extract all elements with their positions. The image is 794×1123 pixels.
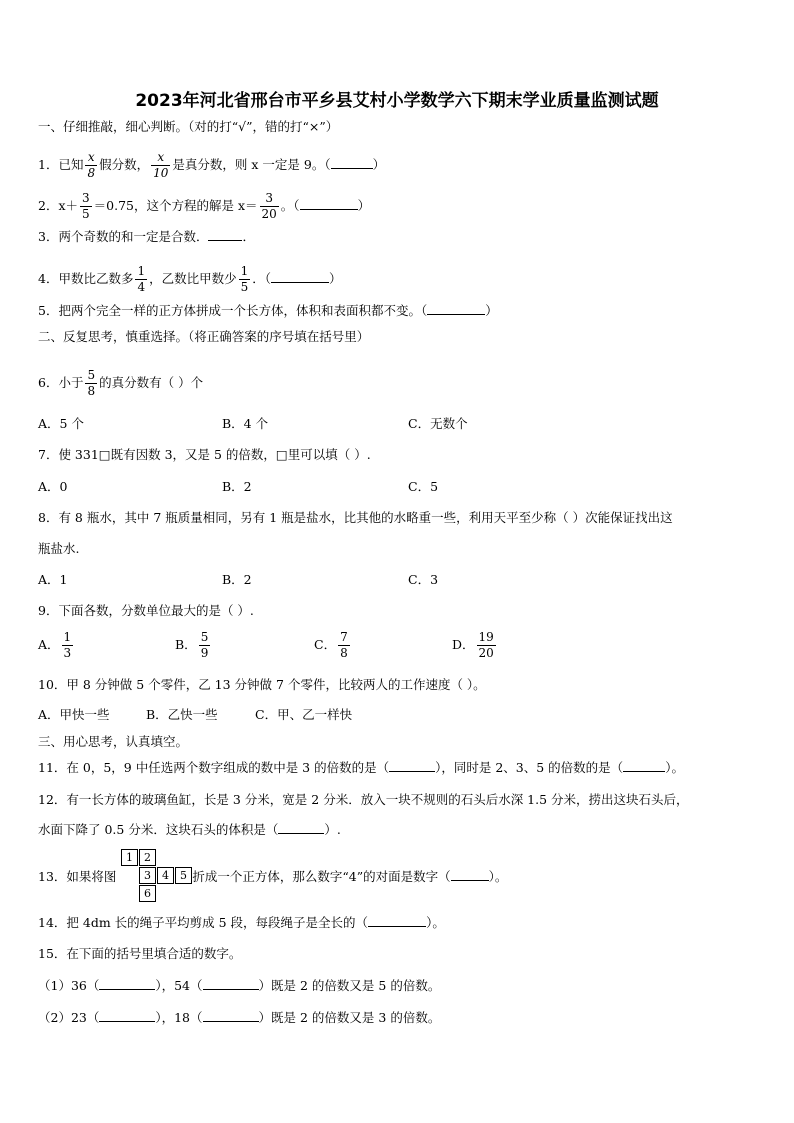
q1-fraction-2 [151,150,170,181]
q1-f2-num: x [151,150,170,166]
page-title: 2023年河北省邢台市平乡县艾村小学数学六下期末学业质量监测试题 [135,91,659,111]
question-8-line-2: 瓶盐水. [38,541,80,556]
q4-text-a: 4．甲数比乙数多 [38,271,134,286]
question-4 [38,264,342,295]
q14-answer-blank[interactable] [368,914,426,927]
q9-option-c[interactable] [314,630,352,661]
section-3-heading: 三、用心思考，认真填空。 [38,734,189,749]
question-15-part-1 [38,977,440,995]
q6-f-num: 5 [87,368,96,382]
q9-d-den: 20 [478,646,494,660]
q11-answer-blank-1[interactable] [389,759,435,772]
q9-b-num: 5 [200,630,209,644]
q10-option-b[interactable]: B．乙快一些 [146,707,218,722]
q4-f1-num: 1 [137,264,146,278]
q4-answer-blank[interactable] [271,270,329,283]
q4-f1-den: 4 [137,280,146,294]
q13-text-b: 折成一个正方体，那么数字“4”的对面是数字（ [192,869,451,884]
q1-text-a: 1．已知 [38,157,84,172]
q6-text-b: 的真分数有（ ）个 [99,375,204,390]
q1-fraction-1 [85,150,97,181]
q9-option-d[interactable] [452,630,498,661]
question-9: 9．下面各数，分数单位最大的是（ ）. [38,603,254,618]
q4-text-b: ，乙数比甲数少 [149,271,237,286]
q1-f1-num: x [85,150,97,166]
q7-option-c[interactable]: C．5 [408,479,439,494]
q8-option-a[interactable]: A．1 [38,572,68,587]
q11-text-c: ）。 [665,760,684,775]
q9-a-label: A． [38,637,60,652]
q9-c-num: 7 [340,630,348,644]
q3-text-b: ． [242,229,255,244]
section-1-heading: 一、仔细推敲，细心判断。（对的打“√”，错的打“×”） [38,119,339,134]
q14-text-b: ）。 [426,915,445,930]
q3-text-a: 3．两个奇数的和一定是合数． [38,229,209,244]
q15-p2-text-b: ），18（ [155,1010,203,1025]
q2-f1-num: 3 [82,191,90,205]
question-8-line-1: 8．有 8 瓶水，其中 7 瓶质量相同，另有 1 瓶是盐水，比其他的水略重一些，利用天平至少称（ ）次能保证找出这 [38,510,673,525]
q2-f2-num: 3 [260,191,279,207]
q13-answer-blank[interactable] [451,868,489,881]
question-13 [38,868,507,886]
q13-text-c: ）。 [488,869,508,884]
q13-text-a: 13．如果将图 [38,869,117,884]
q2-fraction-2 [260,191,279,222]
q10-option-a[interactable]: A．甲快一些 [38,707,110,722]
question-15: 15．在下面的括号里填合适的数字。 [38,946,242,961]
q9-option-a[interactable] [38,630,75,661]
q12-text-b: ）. [324,822,341,837]
q15-p1-text-a: （1）36（ [38,978,100,993]
q15-p2-text-c: ）既是 2 的倍数又是 3 的倍数。 [258,1010,441,1025]
q5-text-b: ） [485,303,498,318]
q1-f1-den: 8 [87,166,96,180]
q9-a-fraction [62,630,74,661]
q1-text-c: 是真分数，则 x 一定是 9。（ [172,157,331,172]
q11-text-a: 11．在 0，5，9 中任选两个数字组成的数中是 3 的倍数的是（ [38,760,390,775]
q2-text-b: ＝0.75，这个方程的解是 x＝ [93,198,258,213]
q11-text-b: ），同时是 2、3、5 的倍数的是（ [435,760,624,775]
q7-option-b[interactable]: B．2 [222,479,252,494]
q4-f2-den: 5 [240,280,249,294]
q9-c-fraction [338,630,350,661]
net-cell-4: 4 [157,867,174,884]
q6-option-b[interactable]: B．4 个 [222,416,269,431]
q9-option-b[interactable] [175,630,212,661]
question-12-line-1: 12．有一长方体的玻璃鱼缸，长是 3 分米，宽是 2 分米．放入一块不规则的石头后水深 1.5 分米，捞出这块石头后， [38,792,689,807]
q4-fraction-2 [239,264,251,295]
q9-a-num: 1 [63,630,72,644]
q1-text-d: ） [372,157,386,172]
q8-option-b[interactable]: B．2 [222,572,252,587]
q15-p1-text-c: ）既是 2 的倍数又是 5 的倍数。 [258,978,441,993]
cube-net-diagram [121,849,201,903]
q2-text-d: ） [357,198,371,213]
q6-option-a[interactable]: A．5 个 [38,416,84,431]
q2-f2-den: 20 [261,207,277,221]
q1-f2-den: 10 [153,166,169,180]
q15-p2-blank-2[interactable] [203,1009,259,1022]
q9-b-den: 9 [200,646,209,660]
q1-answer-blank[interactable] [331,156,373,169]
question-14 [38,914,445,932]
q15-p1-text-b: ），54（ [155,978,203,993]
q12-answer-blank[interactable] [278,821,324,834]
q9-d-fraction [477,630,496,661]
question-15-part-2 [38,1009,440,1027]
question-5 [38,302,498,320]
question-10: 10．甲 8 分钟做 5 个零件，乙 13 分钟做 7 个零件，比较两人的工作速度（ ）。 [38,677,486,692]
q2-text-c: 。（ [280,198,300,213]
net-cell-1: 1 [121,849,138,866]
question-2 [38,191,370,222]
q5-text-a: 5．把两个完全一样的正方体拼成一个长方体，体积和表面积都不变。（ [38,303,428,318]
question-7: 7．使 331□既有因数 3，又是 5 的倍数，□里可以填（ ）. [38,447,371,462]
q9-c-den: 8 [340,646,348,660]
q6-f-den: 8 [87,384,96,398]
q15-p2-blank-1[interactable] [99,1009,155,1022]
question-3 [38,228,255,246]
q10-option-c[interactable]: C．甲、乙一样快 [255,707,353,722]
net-cell-5: 5 [175,867,192,884]
q2-f1-den: 5 [82,207,90,221]
question-12-line-2 [38,821,341,839]
q4-text-d: ） [329,271,342,286]
q4-f2-num: 1 [240,264,249,278]
q9-d-num: 19 [478,630,494,644]
q9-d-label: D． [452,637,475,652]
q2-fraction-1 [80,191,92,222]
q2-text-a: 2．x＋ [38,198,79,213]
q5-answer-blank[interactable] [427,302,485,315]
q15-p1-blank-2[interactable] [203,977,259,990]
question-1 [38,150,385,181]
q8-option-c[interactable]: C．3 [408,572,439,587]
section-2-heading: 二、反复思考，慎重选择。（将正确答案的序号填在括号里） [38,329,370,344]
q12-text-a: 水面下降了 0.5 分米．这块石头的体积是（ [38,822,279,837]
q15-p2-text-a: （2）23（ [38,1010,100,1025]
q15-p1-blank-1[interactable] [99,977,155,990]
q7-option-a[interactable]: A．0 [38,479,68,494]
q6-option-c[interactable]: C．无数个 [408,416,468,431]
q1-text-b: 假分数， [99,157,150,172]
q2-answer-blank[interactable] [300,197,358,210]
q9-b-fraction [199,630,211,661]
q4-fraction-1 [135,264,147,295]
q9-b-label: B． [175,637,197,652]
q4-text-c: ．（ [252,271,272,286]
question-6 [38,368,203,399]
q6-fraction [85,368,97,399]
q14-text-a: 14．把 4dm 长的绳子平均剪成 5 段，每段绳子是全长的（ [38,915,369,930]
net-cell-3: 3 [139,867,156,884]
q3-answer-blank[interactable] [208,228,242,241]
net-cell-2: 2 [139,849,156,866]
q6-text-a: 6．小于 [38,375,84,390]
question-11 [38,759,684,777]
net-cell-6: 6 [139,885,156,902]
q9-c-label: C． [314,637,337,652]
q11-answer-blank-2[interactable] [623,759,665,772]
q9-a-den: 3 [63,646,72,660]
